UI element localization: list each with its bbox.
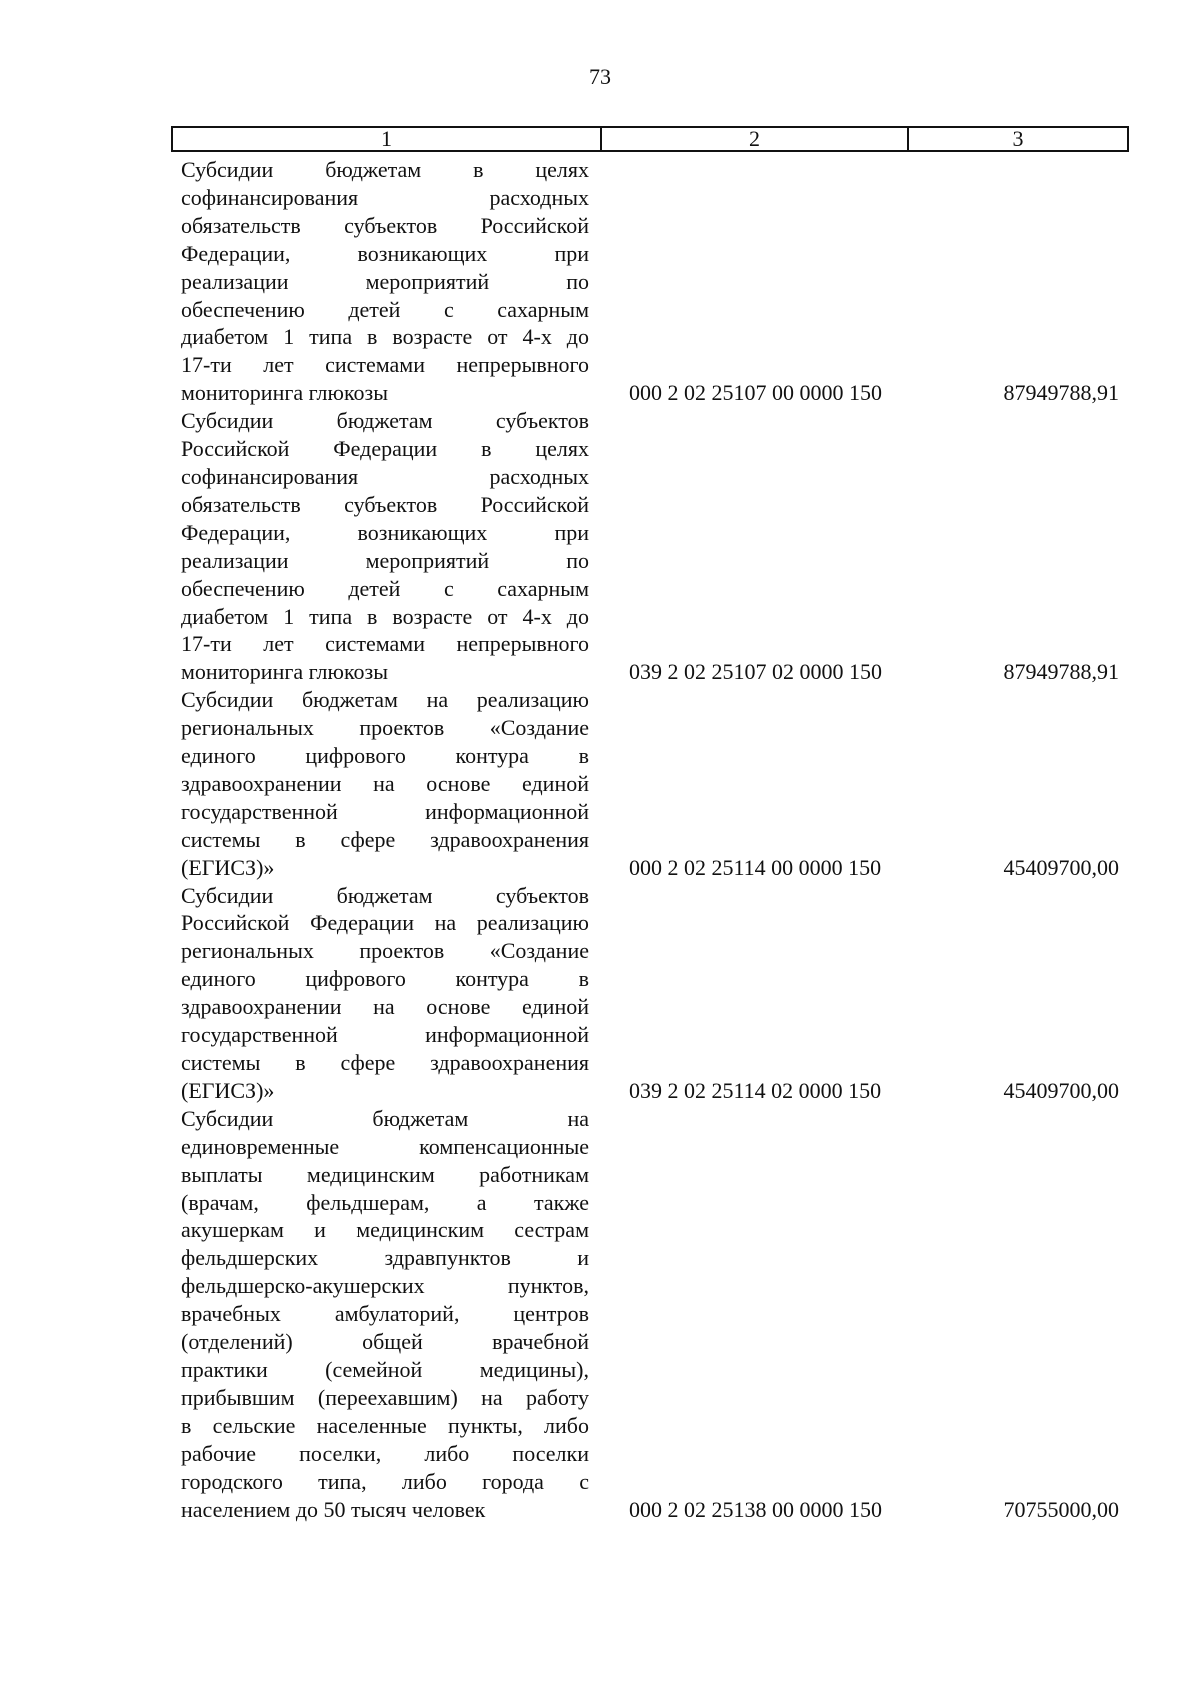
description-line: мониторинга глюкозы (181, 659, 388, 685)
description-line: городского типа, либо города с (181, 1468, 589, 1494)
description-line: 17-ти лет системами непрерывного (181, 352, 589, 378)
description-line: реализации мероприятий по (181, 268, 589, 294)
row-code: 039 2 02 25114 02 0000 150 (629, 1077, 882, 1103)
description-line: Российской Федерации на реализацию (181, 910, 589, 936)
description-line: диабетом 1 типа в возрасте от 4-х до (181, 603, 589, 629)
description-line: обязательств субъектов Российской (181, 212, 589, 238)
description-line: практики (семейной медицины), (181, 1356, 589, 1382)
description-line: системы в сфере здравоохранения (181, 826, 589, 852)
description-line: софинансирования расходных (181, 184, 589, 210)
row-description (181, 686, 589, 881)
description-line: Субсидии бюджетам субъектов (181, 408, 589, 434)
description-line: единого цифрового контура в (181, 966, 589, 992)
row-amount: 87949788,91 (1003, 659, 1119, 685)
row-code: 000 2 02 25114 00 0000 150 (629, 854, 882, 880)
description-line: Субсидии бюджетам в целях (181, 157, 589, 182)
description-line: единого цифрового контура в (181, 743, 589, 769)
description-line: региональных проектов «Создание (181, 938, 589, 964)
description-line: мониторинга глюкозы (181, 380, 388, 406)
description-line: обязательств субъектов Российской (181, 491, 589, 517)
description-line: 17-ти лет системами непрерывного (181, 631, 589, 657)
row-code: 039 2 02 25107 02 0000 150 (629, 659, 882, 685)
description-line: прибывшим (переехавшим) на работу (181, 1384, 589, 1410)
page-number: 73 (589, 64, 611, 89)
description-line: обеспечению детей с сахарным (181, 296, 589, 322)
description-line: Федерации, возникающих при (181, 519, 589, 545)
description-line: фельдшерских здравпунктов и (181, 1245, 589, 1271)
description-line: Субсидии бюджетам на (181, 1105, 589, 1131)
description-line: (ЕГИСЗ)» (181, 854, 275, 880)
description-line: выплаты медицинским работникам (181, 1161, 589, 1187)
row-description (181, 407, 589, 686)
row-amount: 87949788,91 (1003, 380, 1119, 406)
table-row (181, 156, 1129, 407)
table-row (181, 1105, 1129, 1524)
description-line: населением до 50 тысяч человек (181, 1496, 486, 1522)
description-line: государственной информационной (181, 798, 589, 824)
description-line: Федерации, возникающих при (181, 240, 589, 266)
description-line: рабочие поселки, либо поселки (181, 1440, 589, 1466)
description-line: врачебных амбулаторий, центров (181, 1301, 589, 1327)
table-row (181, 686, 1129, 881)
table-body (181, 156, 1129, 1523)
description-line: (ЕГИСЗ)» (181, 1077, 275, 1103)
description-line: Субсидии бюджетам на реализацию (181, 687, 589, 713)
row-description (181, 1105, 589, 1524)
description-line: обеспечению детей с сахарным (181, 575, 589, 601)
description-line: здравоохранении на основе единой (181, 770, 589, 796)
row-code: 000 2 02 25107 00 0000 150 (629, 380, 882, 406)
description-line: реализации мероприятий по (181, 547, 589, 573)
row-description (181, 156, 589, 407)
description-line: здравоохранении на основе единой (181, 994, 589, 1020)
description-line: софинансирования расходных (181, 463, 589, 489)
description-line: в сельские населенные пункты, либо (181, 1412, 589, 1438)
table-row (181, 882, 1129, 1105)
row-amount: 45409700,00 (1003, 854, 1119, 880)
description-line: акушеркам и медицинским сестрам (181, 1217, 589, 1243)
row-amount: 45409700,00 (1003, 1077, 1119, 1103)
row-amount: 70755000,00 (1003, 1496, 1119, 1522)
table-header (171, 126, 1129, 152)
description-line: системы в сфере здравоохранения (181, 1050, 589, 1075)
description-line: диабетом 1 типа в возрасте от 4-х до (181, 324, 589, 350)
description-line: (отделений) общей врачебной (181, 1329, 589, 1355)
table-row (181, 407, 1129, 686)
description-line: Российской Федерации в целях (181, 436, 589, 462)
column-header-2: 2 (602, 128, 909, 150)
column-header-1: 1 (173, 128, 602, 150)
row-code: 000 2 02 25138 00 0000 150 (629, 1496, 882, 1522)
description-line: (врачам, фельдшерам, а также (181, 1189, 589, 1215)
description-line: фельдшерско-акушерских пунктов, (181, 1273, 589, 1299)
row-description (181, 882, 589, 1105)
description-line: государственной информационной (181, 1022, 589, 1048)
description-line: Субсидии бюджетам субъектов (181, 882, 589, 908)
description-line: единовременные компенсационные (181, 1133, 589, 1159)
column-header-3: 3 (1012, 126, 1024, 151)
description-line: региональных проектов «Создание (181, 715, 589, 741)
